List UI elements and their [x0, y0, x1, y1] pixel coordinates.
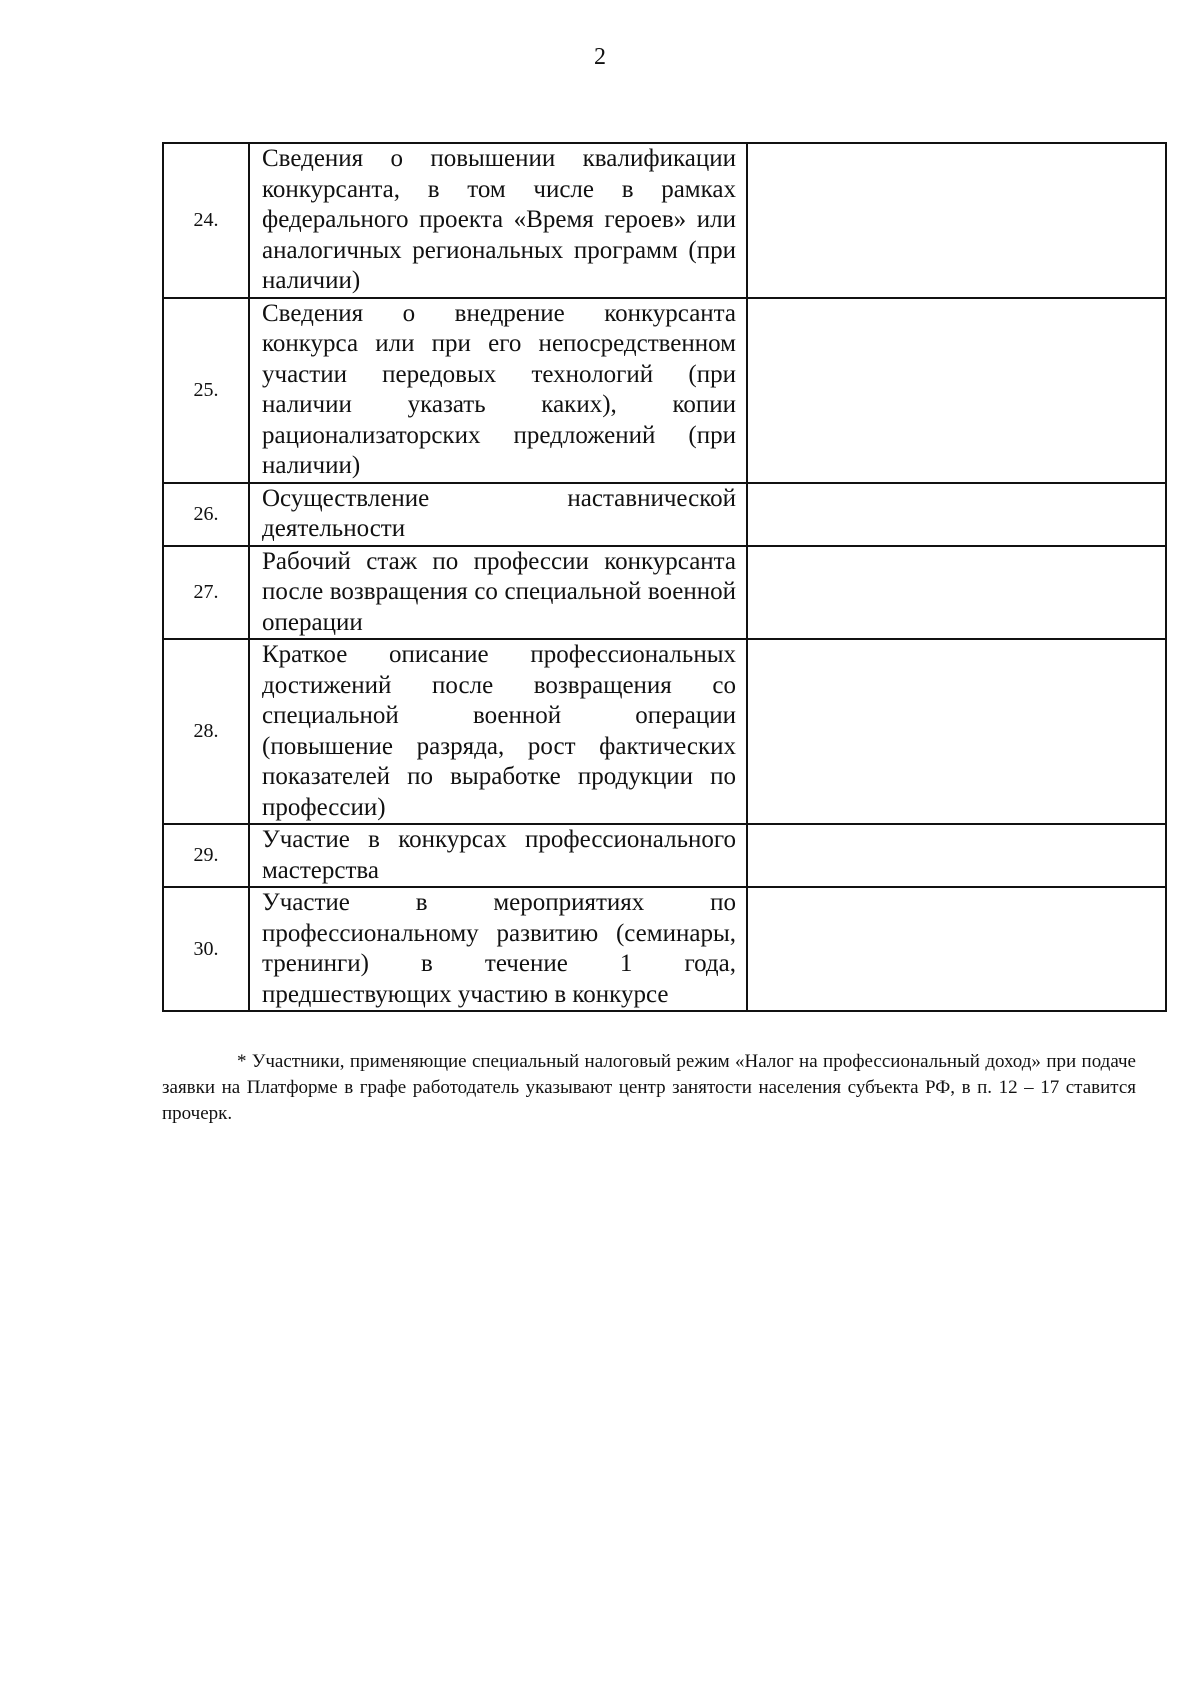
row-label: Краткое описание профессиональных достижений после возвращения со специальной военной операции (повышение разряда, рост фактических показателей по выработке продукции по профессии)	[249, 639, 747, 824]
row-label: Сведения о внедрение конкурсанта конкурса или при его непосредственном участии передовых технологий (при наличии указать каких), копии рационализаторских предложений (при наличии)	[249, 298, 747, 483]
table-row	[163, 639, 1166, 824]
row-value	[747, 639, 1166, 824]
row-value	[747, 824, 1166, 887]
row-label: Рабочий стаж по профессии конкурсанта после возвращения со специальной военной операции	[249, 546, 747, 640]
row-number: 28.	[163, 639, 249, 824]
row-value	[747, 887, 1166, 1011]
page-number: 2	[594, 44, 606, 70]
row-number: 29.	[163, 824, 249, 887]
row-label: Участие в мероприятиях по профессиональному развитию (семинары, тренинги) в течение 1 года, предшествующих участию в конкурсе	[249, 887, 747, 1011]
row-label: Осуществление наставнической деятельности	[249, 483, 747, 546]
application-form-table	[162, 142, 1167, 1012]
table-row	[163, 824, 1166, 887]
row-value	[747, 483, 1166, 546]
footnote: * Участники, применяющие специальный налоговый режим «Налог на профессиональный доход» при подаче заявки на Платформе в графе работодатель указывают центр занятости населения субъекта РФ, в п. 12 – 17 ставится прочерк.	[162, 1051, 1136, 1124]
table-row	[163, 483, 1166, 546]
row-value	[747, 143, 1166, 298]
row-label: Сведения о повышении квалификации конкурсанта, в том числе в рамках федерального проекта «Время героев» или аналогичных региональных программ (при наличии)	[249, 143, 747, 298]
row-value	[747, 546, 1166, 640]
row-number: 25.	[163, 298, 249, 483]
table-row	[163, 143, 1166, 298]
table-row	[163, 546, 1166, 640]
table-row	[163, 298, 1166, 483]
row-number: 30.	[163, 887, 249, 1011]
row-number: 24.	[163, 143, 249, 298]
row-number: 26.	[163, 483, 249, 546]
row-value	[747, 298, 1166, 483]
row-label: Участие в конкурсах профессионального мастерства	[249, 824, 747, 887]
row-number: 27.	[163, 546, 249, 640]
table-row	[163, 887, 1166, 1011]
